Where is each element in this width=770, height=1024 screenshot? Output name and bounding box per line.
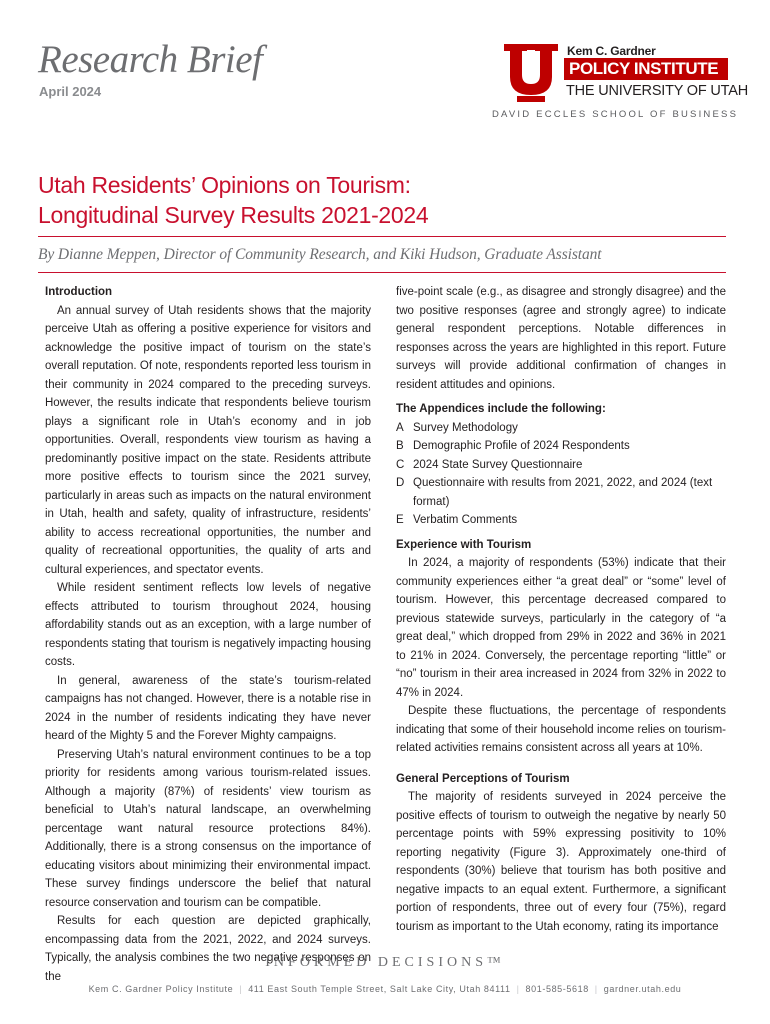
intro-paragraph-2: While resident sentiment reflects low levels of negative effects attributed to tourism throughout 2024, housing affordability stands out as an exception, with a large number of respondents stating that tourism is negatively impacting housing costs. xyxy=(45,582,372,668)
byline-divider xyxy=(38,272,726,273)
footer-contact: Kem C. Gardner Policy Institute | 411 East South Temple Street, Salt Lake City, Utah 84111 | 801-585-5618 | gardner.utah.edu xyxy=(88,984,682,994)
publication-date: April 2024 xyxy=(39,84,102,99)
experience-paragraph-1: In 2024, a majority of respondents (53%) indicate that their community experiences either “a great deal” or “some” level of tourism. However, this percentage decreased compared to previous statewide surveys, particularly in the category of “a great deal,” which dropped from 29% in 2022 and 36% in 2021 to 21% in 2024. Conversely, the percentage reporting “little” or “no” tourism in their area increased in 2024 from 32% in 2022 to 47% in 2024. xyxy=(396,557,726,699)
school-name: DAVID ECCLES SCHOOL OF BUSINESS xyxy=(492,109,739,120)
footer-tagline: INFORMED DECISIONS™ xyxy=(265,955,505,970)
list-item: B Demographic Profile of 2024 Respondents xyxy=(396,440,630,452)
report-title xyxy=(38,170,428,230)
appendices-heading: The Appendices include the following: xyxy=(396,403,606,415)
intro-continued-paragraph: five-point scale (e.g., as disagree and strongly disagree) and the two positive responses (agree and strongly agree) to indicate general respondent perceptions. Notable differences in responses across the years are highlighted in this report. Future surveys will provide additional confirmation of changes in resident attitudes and opinions. xyxy=(396,286,726,391)
experience-heading: Experience with Tourism xyxy=(396,538,532,551)
report-title-line2: Longitudinal Survey Results 2021-2024 xyxy=(38,202,429,228)
byline: By Dianne Meppen, Director of Community Research, and Kiki Hudson, Graduate Assistant xyxy=(38,246,602,263)
footer-address: 411 East South Temple Street, Salt Lake City, Utah 84111 xyxy=(248,984,511,994)
perceptions-heading: General Perceptions of Tourism xyxy=(396,772,570,785)
brief-title: Research Brief xyxy=(38,38,263,81)
left-column xyxy=(45,283,371,986)
introduction-heading: Introduction xyxy=(45,286,113,298)
logo-kem-gardner: Kem C. Gardner xyxy=(567,44,656,58)
list-item: E Verbatim Comments xyxy=(396,514,518,526)
footer-website-link[interactable]: gardner.utah.edu xyxy=(603,984,682,994)
footer-phone: 801-585-5618 xyxy=(525,984,589,994)
logo-university-of-utah: THE UNIVERSITY OF UTAH xyxy=(566,83,748,99)
perceptions-paragraph-1: The majority of residents surveyed in 2024 perceive the positive effects of tourism to outweigh the negative by nearly 50 percentage points with 59% expressing positivity to 10% reporting negativity (Figure 3). Approximately one-third of respondents (30%) believe that tourism has both positive and negative impacts to an equal extent. Furthermore, a significant portion of respondents, three out of every four (75%), regard tourism as important to the Utah economy, rating its importance xyxy=(396,791,726,933)
footer-org: Kem C. Gardner Policy Institute xyxy=(88,984,234,994)
experience-paragraph-2: Despite these fluctuations, the percentage of respondents indicating that some of their household income relies on tourism-related activities remains consistent across all years at 10%. xyxy=(396,705,726,754)
appendices-list xyxy=(396,419,726,530)
list-item: D Questionnaire with results from 2021, 2022, and 2024 (text format) xyxy=(396,477,713,508)
intro-paragraph-1: An annual survey of Utah residents shows that the majority perceive Utah as offering a positive experience for visitors and acknowledge the positive impact of tourism on the state’s overall reputation. Of note, respondents reported less tourism in their community in 2024 compared to the preceding surveys. However, the results indicate that respondents believe tourism plays a significant role in Utah’s economy and in job opportunities. Overall, respondents view tourism as having a predominantly positive impact on the state. Residents attribute more positive effects to tourism since the 2021 survey, particularly in areas such as impacts on the natural environment in Utah, health and safety, quality of infrastructure, residents’ ability to access recreational opportunities, the number and quality of recreational opportunities, the quality of arts and cultural experiences, and spectator events. xyxy=(45,304,371,576)
intro-paragraph-5: Results for each question are depicted graphically, encompassing data from the 2021, 2022, and 2024 surveys. Typically, the analysis combines the two negative responses on the xyxy=(45,915,371,983)
list-item: A Survey Methodology xyxy=(396,421,518,434)
title-divider xyxy=(38,236,726,237)
university-u-logo-icon xyxy=(504,44,558,102)
report-title-line1: Utah Residents’ Opinions on Tourism: xyxy=(38,172,411,198)
policy-institute-logo[interactable] xyxy=(504,44,748,104)
list-item: C 2024 State Survey Questionnaire xyxy=(396,458,583,471)
intro-paragraph-3: In general, awareness of the state’s tourism-related campaigns has not changed. However, there is a notable rise in 2024 in the number of residents indicating they have never heard of the Mighty 5 and the Forever Mighty campaigns. xyxy=(45,674,371,742)
right-column xyxy=(396,283,726,936)
logo-policy-institute: POLICY INSTITUTE xyxy=(564,58,728,80)
intro-paragraph-4: Preserving Utah’s natural environment continues to be a top priority for residents among various tourism-related issues. Although a majority (87%) of residents’ view tourism as beneficial to Utah’s natural landscape, an overwhelming percentage want natural resource protections 84%). Additionally, there is a strong consensus on the importance of educating visitors about minimizing their environmental impact. These survey findings underscore the belief that natural resource conservation and tourism can be compatible. xyxy=(45,748,371,909)
